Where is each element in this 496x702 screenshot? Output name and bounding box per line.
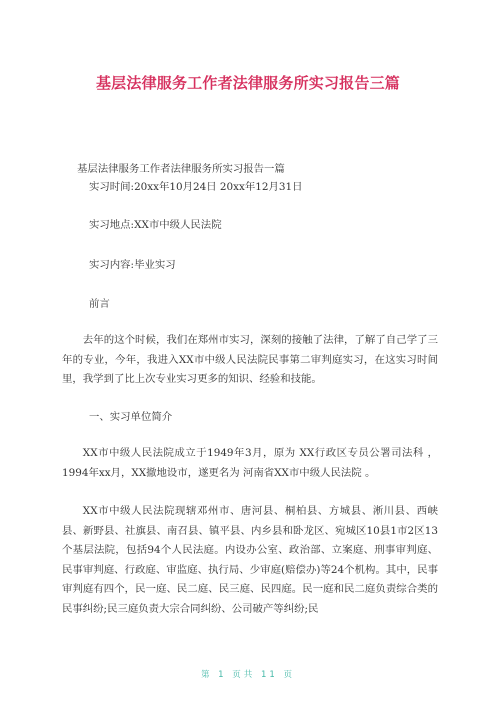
page-indicator: 第 1 页共 11 页 [200,670,296,680]
internship-place: 实习地点:XX市中级人民法院 [89,219,222,231]
document-title: 基层法律服务工作者法律服务所实习报告三篇 [95,74,400,92]
preface-heading: 前言 [89,298,110,310]
section1-heading: 一、实习单位简介 [89,411,173,423]
document-subtitle: 基层法律服务工作者法律服务所实习报告一篇 [77,163,285,175]
preface-paragraph: 去年的这个时候，我们在郑州市实习，深刻的接触了法律，了解了自己学了三年的专业，今年，我进入XX市中级人民法院民事第二审判庭实习，在这实习时间里，我学到了比上次专业实习更多的知识、经验和技能。 [62,334,438,385]
internship-time: 实习时间:20xx年10月24日 20xx年12月31日 [89,181,303,193]
internship-content: 实习内容:毕业实习 [89,259,176,271]
section1-paragraph-1: XX市中级人民法院成立于1949年3月，原为 XX行政区专员公署司法科 ，1994年xx月，XX撤地设市，遂更名为 河南省XX市中级人民法院 。 [62,447,438,479]
section1-paragraph-2: XX市中级人民法院现辖邓州市、唐河县、桐柏县、方城县、淅川县、西峡县、新野县、社旗县、南召县、镇平县、内乡县和卧龙区、宛城区10县1市2区13个基层法院，包括94个人民法庭。内设办公室、政治部、立案庭、刑事审判庭、民事审判庭、行政庭、审监庭、执行局、少审庭(赔偿办)等24个机构。其中，民事审判庭有四个，民一庭、民二庭、民三庭、民四庭。民一庭和民二庭负责综合类的民事纠纷;民三庭负责大宗合同纠纷、公司破产等纠纷;民 [62,505,438,615]
